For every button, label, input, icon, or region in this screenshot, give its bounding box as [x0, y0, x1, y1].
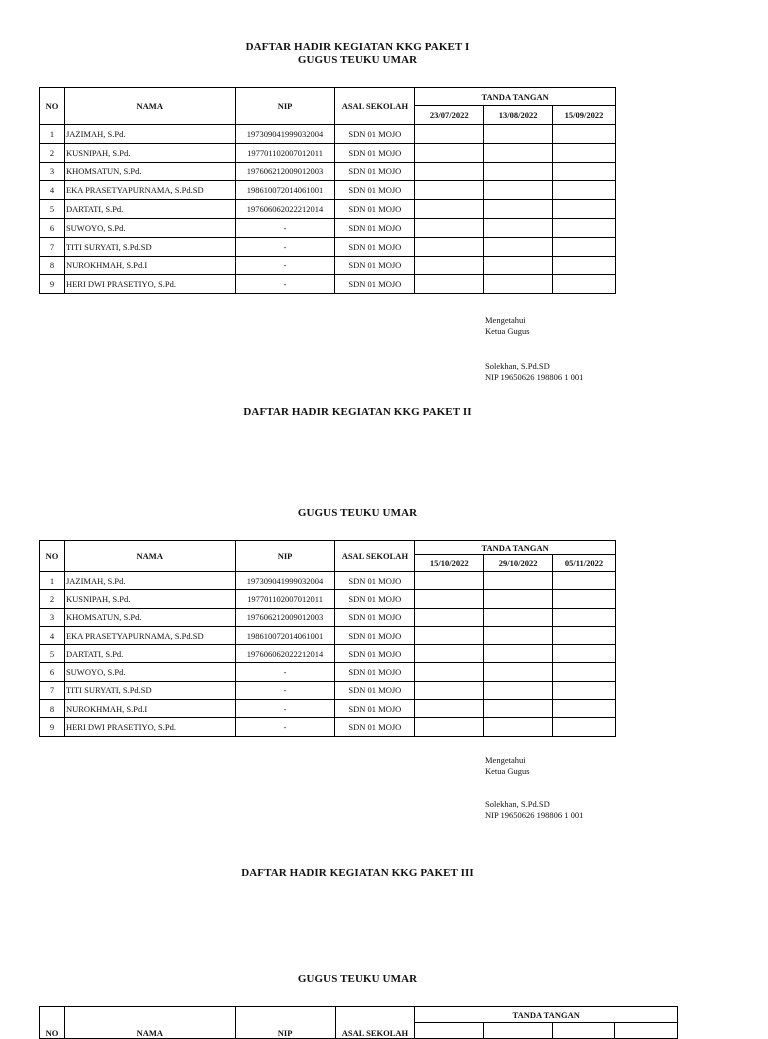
row-nama: JAZIMAH, S.Pd. [64, 125, 235, 144]
signature-cell[interactable] [415, 681, 484, 699]
sig-nip: NIP 19650626 198806 1 001 [485, 371, 584, 382]
row-nip: 197309041999032004 [235, 572, 335, 590]
signature-cell[interactable] [553, 681, 616, 699]
row-nip: - [235, 275, 335, 294]
signature-cell[interactable] [553, 275, 616, 294]
row-nama: TITI SURYATI, S.Pd.SD [64, 237, 235, 256]
row-nama: HERI DWI PRASETIYO, S.Pd. [64, 275, 235, 294]
row-nama: KHOMSATUN, S.Pd. [64, 162, 235, 181]
signature-cell[interactable] [415, 718, 484, 736]
table-row [40, 125, 616, 144]
row-asal-sekolah: SDN 01 MOJO [335, 608, 415, 626]
table-row [40, 645, 616, 663]
row-nip: - [235, 237, 335, 256]
signature-cell[interactable] [484, 681, 553, 699]
row-nama: EKA PRASETYAPURNAMA, S.Pd.SD [64, 181, 235, 200]
row-asal-sekolah: SDN 01 MOJO [335, 626, 415, 644]
date-3: 05/11/2022 [553, 555, 616, 572]
header-nip: NIP [235, 1007, 335, 1039]
header-tanda-tangan: TANDA TANGAN [415, 541, 616, 555]
section1-subtitle: GUGUS TEUKU UMAR [297, 54, 418, 66]
signature-cell[interactable] [484, 608, 553, 626]
row-no: 9 [40, 275, 65, 294]
row-nama: SUWOYO, S.Pd. [64, 218, 235, 237]
row-nama: NUROKHMAH, S.Pd.I [64, 700, 235, 718]
signature-cell[interactable] [553, 663, 616, 681]
header-asal-sekolah: ASAL SEKOLAH [335, 541, 415, 572]
signature-cell[interactable] [415, 181, 484, 200]
signature-cell[interactable] [553, 181, 616, 200]
row-no: 4 [40, 626, 65, 644]
row-no: 7 [40, 237, 65, 256]
signature-cell[interactable] [553, 608, 616, 626]
row-no: 5 [40, 200, 65, 219]
signature-cell[interactable] [415, 608, 484, 626]
table-row [40, 590, 616, 608]
row-no: 9 [40, 718, 65, 736]
attendance-table-3 [39, 1006, 678, 1039]
signature-cell[interactable] [415, 125, 484, 144]
table-row [40, 218, 616, 237]
row-asal-sekolah: SDN 01 MOJO [335, 256, 415, 275]
signature-cell[interactable] [415, 143, 484, 162]
table-row [40, 143, 616, 162]
signature-cell[interactable] [484, 718, 553, 736]
row-asal-sekolah: SDN 01 MOJO [335, 663, 415, 681]
row-nama: TITI SURYATI, S.Pd.SD [64, 681, 235, 699]
table-row [40, 608, 616, 626]
signature-cell[interactable] [484, 181, 553, 200]
sig-ketua-gugus: Ketua Gugus [485, 765, 530, 776]
row-nama: DARTATI, S.Pd. [64, 200, 235, 219]
signature-cell[interactable] [553, 572, 616, 590]
signature-cell[interactable] [484, 200, 553, 219]
row-asal-sekolah: SDN 01 MOJO [335, 143, 415, 162]
row-nama: SUWOYO, S.Pd. [64, 663, 235, 681]
row-nama: KUSNIPAH, S.Pd. [64, 590, 235, 608]
header-nip: NIP [235, 541, 335, 572]
attendance-table-1 [39, 87, 616, 294]
signature-block-1 [485, 315, 583, 382]
header-nip: NIP [235, 88, 335, 125]
row-nip: 198610072014061001 [235, 181, 335, 200]
signature-cell[interactable] [553, 237, 616, 256]
signature-cell[interactable] [484, 590, 553, 608]
signature-cell[interactable] [484, 700, 553, 718]
row-nama: JAZIMAH, S.Pd. [64, 572, 235, 590]
row-no: 3 [40, 162, 65, 181]
header-nama: NAMA [64, 1007, 235, 1039]
row-no: 3 [40, 608, 65, 626]
row-asal-sekolah: SDN 01 MOJO [335, 218, 415, 237]
date-1: 23/07/2022 [415, 106, 484, 125]
signature-cell[interactable] [415, 218, 484, 237]
row-no: 1 [40, 125, 65, 144]
sig-ketua-gugus: Ketua Gugus [485, 325, 530, 336]
row-asal-sekolah: SDN 01 MOJO [335, 700, 415, 718]
table-row [40, 237, 616, 256]
signature-cell[interactable] [553, 718, 616, 736]
row-asal-sekolah: SDN 01 MOJO [335, 200, 415, 219]
attendance-table-2 [39, 540, 616, 737]
row-nip: 197701102007012011 [235, 590, 335, 608]
date-2: 29/10/2022 [484, 555, 553, 572]
header-asal-sekolah: ASAL SEKOLAH [335, 1007, 415, 1039]
row-nip: - [235, 256, 335, 275]
table-row [40, 162, 616, 181]
row-nama: HERI DWI PRASETIYO, S.Pd. [64, 718, 235, 736]
row-no: 7 [40, 681, 65, 699]
sig-mengetahui: Mengetahui [485, 755, 526, 765]
row-nama: KHOMSATUN, S.Pd. [64, 608, 235, 626]
row-nip: - [235, 218, 335, 237]
header-tanda-tangan: TANDA TANGAN [415, 88, 616, 106]
signature-cell[interactable] [484, 237, 553, 256]
row-nama: DARTATI, S.Pd. [64, 645, 235, 663]
signature-cell[interactable] [484, 663, 553, 681]
signature-cell[interactable] [553, 590, 616, 608]
signature-cell[interactable] [553, 143, 616, 162]
table-row [40, 181, 616, 200]
header-tanda-tangan: TANDA TANGAN [415, 1007, 678, 1023]
row-nip: 197606062022212014 [235, 645, 335, 663]
row-nip: - [235, 718, 335, 736]
sig-name: Solekhan, S.Pd.SD [485, 799, 550, 809]
header-no: NO [40, 541, 65, 572]
sig-mengetahui: Mengetahui [485, 315, 526, 325]
signature-cell[interactable] [415, 256, 484, 275]
row-asal-sekolah: SDN 01 MOJO [335, 681, 415, 699]
signature-cell[interactable] [553, 626, 616, 644]
row-nip: 197606212009012003 [235, 162, 335, 181]
row-asal-sekolah: SDN 01 MOJO [335, 237, 415, 256]
signature-cell[interactable] [553, 700, 616, 718]
table-row [40, 663, 616, 681]
signature-cell[interactable] [415, 645, 484, 663]
signature-cell[interactable] [484, 275, 553, 294]
table-row [40, 718, 616, 736]
row-no: 6 [40, 218, 65, 237]
table-row [40, 572, 616, 590]
header-asal-sekolah: ASAL SEKOLAH [335, 88, 415, 125]
row-no: 8 [40, 256, 65, 275]
row-no: 6 [40, 663, 65, 681]
row-nip: - [235, 681, 335, 699]
row-asal-sekolah: SDN 01 MOJO [335, 645, 415, 663]
header-no: NO [40, 88, 65, 125]
row-nama: KUSNIPAH, S.Pd. [64, 143, 235, 162]
row-no: 1 [40, 572, 65, 590]
signature-cell[interactable] [484, 626, 553, 644]
row-nip: 198610072014061001 [235, 626, 335, 644]
row-asal-sekolah: SDN 01 MOJO [335, 125, 415, 144]
section2-subtitle: GUGUS TEUKU UMAR [297, 507, 418, 519]
row-no: 4 [40, 181, 65, 200]
signature-cell[interactable] [415, 663, 484, 681]
date-1: 15/10/2022 [415, 555, 484, 572]
signature-cell[interactable] [484, 256, 553, 275]
row-nip: 197701102007012011 [235, 143, 335, 162]
signature-cell[interactable] [553, 200, 616, 219]
signature-cell[interactable] [415, 237, 484, 256]
signature-cell[interactable] [415, 700, 484, 718]
row-no: 2 [40, 590, 65, 608]
row-asal-sekolah: SDN 01 MOJO [335, 162, 415, 181]
signature-cell[interactable] [484, 218, 553, 237]
signature-cell[interactable] [553, 125, 616, 144]
sig-nip: NIP 19650626 198806 1 001 [485, 809, 584, 820]
section3-subtitle: GUGUS TEUKU UMAR [297, 973, 418, 985]
table-row [40, 681, 616, 699]
signature-cell[interactable] [484, 143, 553, 162]
row-nama: NUROKHMAH, S.Pd.I [64, 256, 235, 275]
signature-cell[interactable] [415, 590, 484, 608]
header-nama: NAMA [64, 541, 235, 572]
signature-cell[interactable] [484, 125, 553, 144]
table-row [40, 256, 616, 275]
row-asal-sekolah: SDN 01 MOJO [335, 275, 415, 294]
row-nip: 197606212009012003 [235, 608, 335, 626]
header-no: NO [40, 1007, 65, 1039]
section2-title: DAFTAR HADIR KEGIATAN KKG PAKET II [243, 406, 472, 418]
signature-cell[interactable] [415, 200, 484, 219]
header-nama: NAMA [64, 88, 235, 125]
signature-cell[interactable] [415, 162, 484, 181]
signature-cell[interactable] [415, 626, 484, 644]
signature-cell[interactable] [553, 645, 616, 663]
table-row [40, 200, 616, 219]
sig-name: Solekhan, S.Pd.SD [485, 361, 550, 371]
signature-cell[interactable] [553, 218, 616, 237]
row-asal-sekolah: SDN 01 MOJO [335, 181, 415, 200]
row-nip: - [235, 663, 335, 681]
signature-cell[interactable] [484, 162, 553, 181]
row-nip: - [235, 700, 335, 718]
row-nip: 197309041999032004 [235, 125, 335, 144]
signature-cell[interactable] [484, 572, 553, 590]
signature-cell[interactable] [553, 162, 616, 181]
date-2: 13/08/2022 [484, 106, 553, 125]
row-asal-sekolah: SDN 01 MOJO [335, 572, 415, 590]
signature-cell[interactable] [484, 645, 553, 663]
row-asal-sekolah: SDN 01 MOJO [335, 590, 415, 608]
row-nip: 197606062022212014 [235, 200, 335, 219]
row-no: 5 [40, 645, 65, 663]
table-row [40, 275, 616, 294]
row-no: 8 [40, 700, 65, 718]
signature-block-2 [485, 755, 583, 820]
signature-cell[interactable] [415, 572, 484, 590]
table-row [40, 626, 616, 644]
table-row [40, 700, 616, 718]
signature-cell[interactable] [415, 275, 484, 294]
row-nama: EKA PRASETYAPURNAMA, S.Pd.SD [64, 626, 235, 644]
row-no: 2 [40, 143, 65, 162]
signature-cell[interactable] [553, 256, 616, 275]
section1-title: DAFTAR HADIR KEGIATAN KKG PAKET I [245, 41, 470, 53]
row-asal-sekolah: SDN 01 MOJO [335, 718, 415, 736]
section3-title: DAFTAR HADIR KEGIATAN KKG PAKET III [241, 867, 474, 879]
date-3: 15/09/2022 [553, 106, 616, 125]
